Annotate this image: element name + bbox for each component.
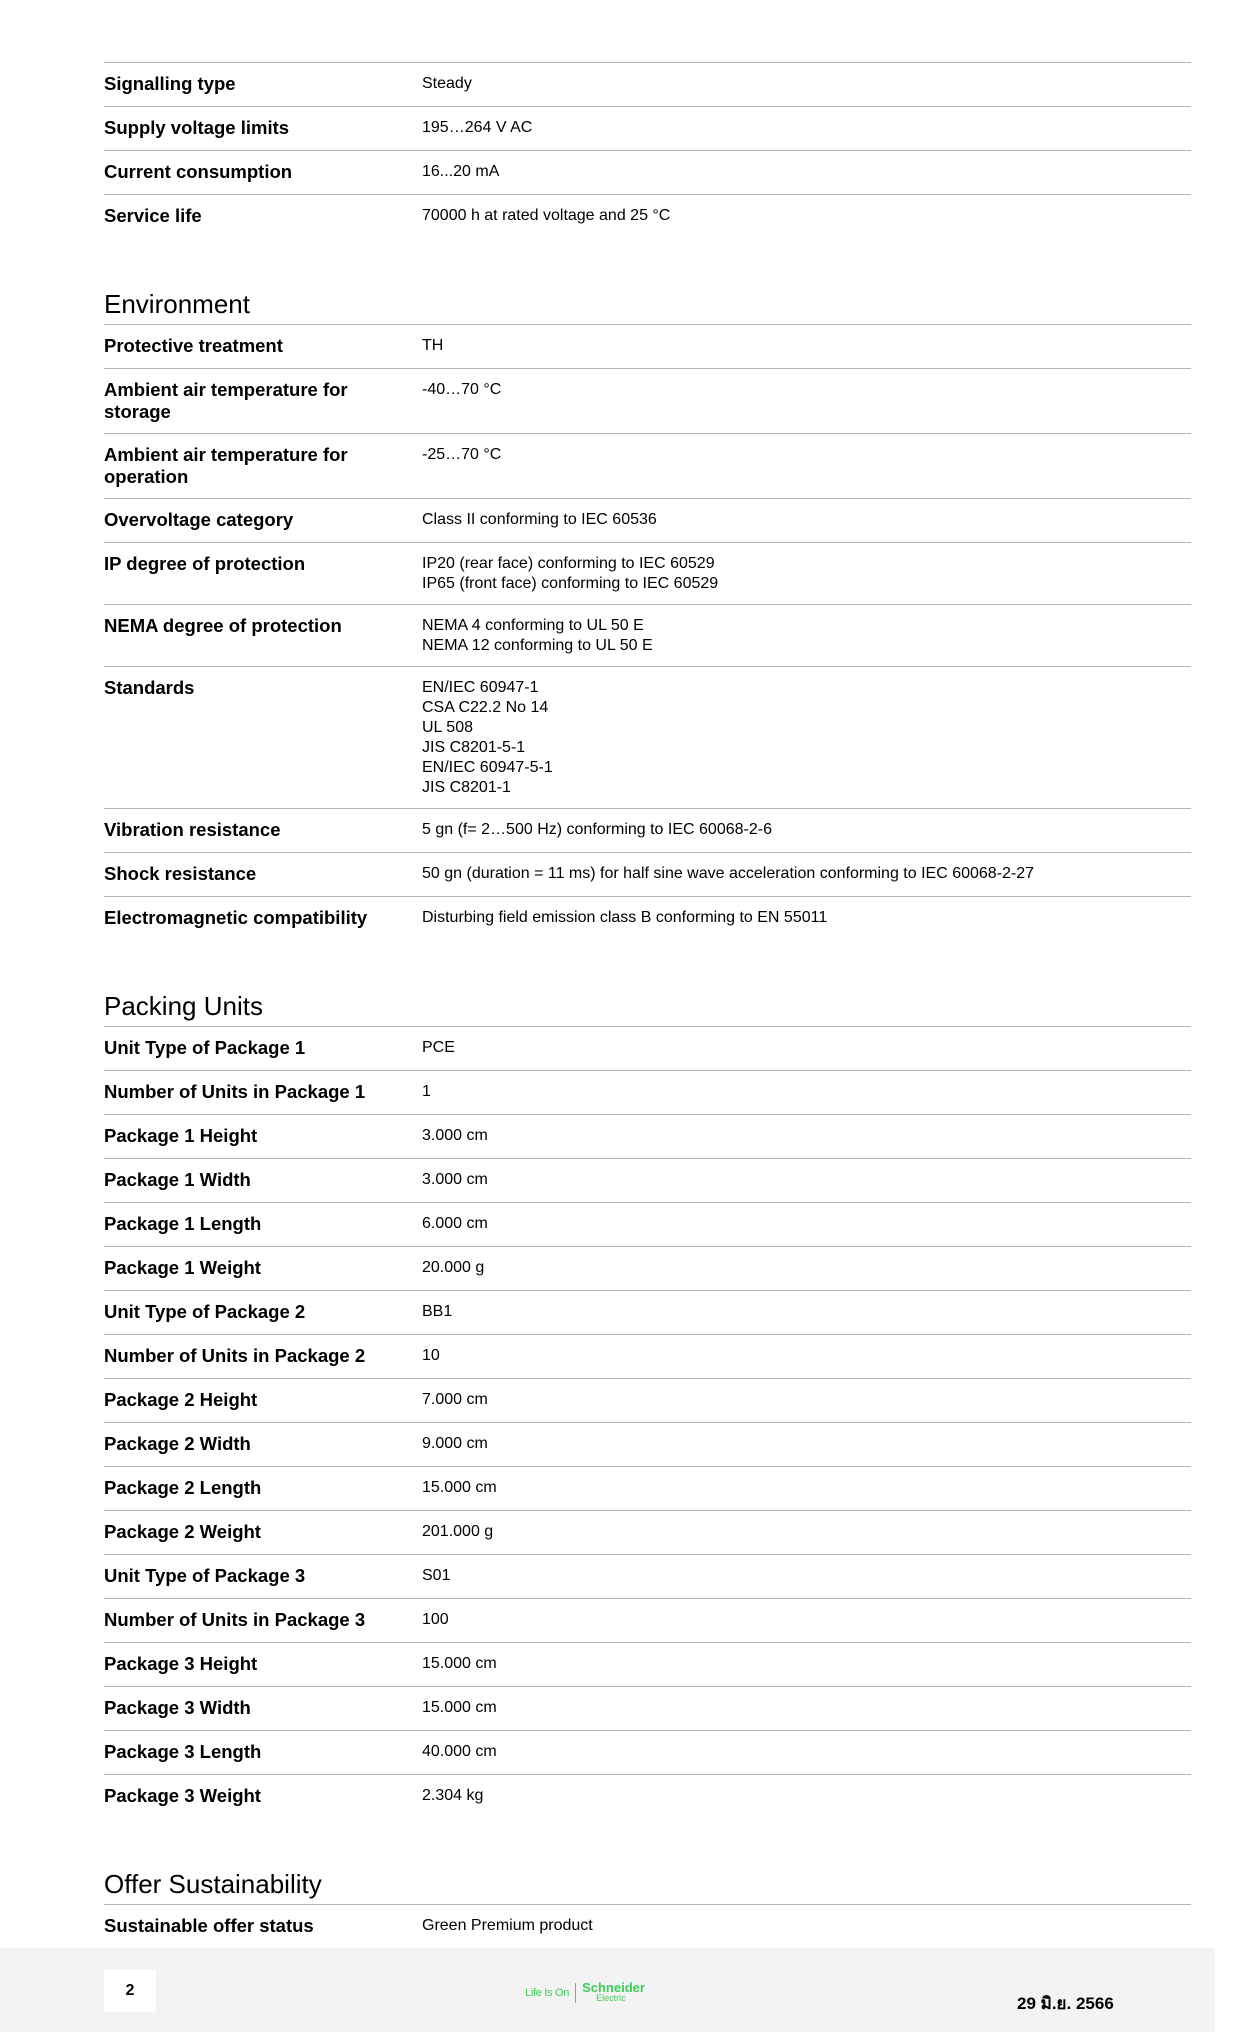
spec-value-line: EN/IEC 60947-5-1 (422, 759, 553, 776)
spec-label: Ambient air temperature for storage (104, 379, 348, 422)
spec-value-line: Class II conforming to IEC 60536 (422, 511, 657, 528)
spec-row (104, 666, 1191, 808)
spec-value-line: 40.000 cm (422, 1743, 497, 1760)
spec-value-line: NEMA 12 conforming to UL 50 E (422, 637, 653, 654)
spec-value (422, 73, 1191, 96)
spec-row (104, 1774, 1191, 1818)
spec-row (104, 1904, 1191, 1948)
spec-value-line: Steady (422, 75, 472, 92)
brand-name (582, 1982, 645, 2004)
spec-value-line: S01 (422, 1567, 451, 1584)
spec-row (104, 896, 1191, 940)
spec-row (104, 852, 1191, 896)
spec-value (422, 1389, 1191, 1412)
spec-value (422, 161, 1191, 184)
spec-value-line: IP20 (rear face) conforming to IEC 60529 (422, 555, 715, 572)
spec-row (104, 1422, 1191, 1466)
spec-row (104, 542, 1191, 604)
schneider-logo (525, 1982, 645, 2004)
spec-value-line: 2.304 kg (422, 1787, 484, 1804)
spec-value-line: 3.000 cm (422, 1171, 488, 1188)
spec-row (104, 1730, 1191, 1774)
spec-value-line: 15.000 cm (422, 1699, 497, 1716)
spec-row (104, 1554, 1191, 1598)
spec-row (104, 604, 1191, 666)
spec-row (104, 1114, 1191, 1158)
spec-label: Unit Type of Package 2 (104, 1301, 306, 1322)
spec-row (104, 1026, 1191, 1070)
page-number: 2 (104, 1970, 156, 2012)
spec-value-line: BB1 (422, 1303, 453, 1320)
spec-label: NEMA degree of protection (104, 615, 342, 636)
spec-value (422, 1915, 1191, 1938)
spec-row (104, 498, 1191, 542)
spec-value (422, 444, 1191, 488)
spec-row (104, 1510, 1191, 1554)
spec-label: Overvoltage category (104, 509, 294, 530)
spec-value (422, 615, 1191, 656)
spec-value-line: 1 (422, 1083, 431, 1100)
spec-value (422, 379, 1191, 423)
spec-value-line: -40…70 °C (422, 381, 502, 398)
spec-label: Service life (104, 205, 202, 226)
spec-label: Standards (104, 677, 195, 698)
spec-label: Current consumption (104, 161, 293, 182)
spec-label: Signalling type (104, 73, 236, 94)
spec-value (422, 1785, 1191, 1808)
spec-value-line: 50 gn (duration = 11 ms) for half sine wave acceleration conforming to IEC 60068-2-27 (422, 865, 1035, 882)
spec-label: IP degree of protection (104, 553, 306, 574)
spec-label: Electromagnetic compatibility (104, 907, 368, 928)
spec-value-line: JIS C8201-1 (422, 779, 511, 796)
spec-label: Package 1 Weight (104, 1257, 261, 1278)
spec-value (422, 907, 1191, 930)
page-footer (0, 1948, 1215, 2032)
spec-value (422, 1433, 1191, 1456)
spec-value-line: 195…264 V AC (422, 119, 533, 136)
datasheet-content (104, 62, 1191, 1948)
spec-label: Protective treatment (104, 335, 283, 356)
spec-value (422, 1125, 1191, 1148)
spec-value-line: 6.000 cm (422, 1215, 488, 1232)
spec-value-line: Green Premium product (422, 1917, 593, 1934)
spec-value (422, 1477, 1191, 1500)
document-date: 29 มิ.ย. 2566 (1017, 1994, 1114, 2013)
spec-value-line: 10 (422, 1347, 440, 1364)
spec-row (104, 1334, 1191, 1378)
spec-label: Package 3 Width (104, 1697, 251, 1718)
spec-value-line: UL 508 (422, 719, 473, 736)
spec-row (104, 808, 1191, 852)
spec-row (104, 1290, 1191, 1334)
spec-row (104, 1070, 1191, 1114)
spec-row (104, 1158, 1191, 1202)
spec-value-line: 3.000 cm (422, 1127, 488, 1144)
section-title: Offer Sustainability (104, 1869, 322, 1899)
spec-value (422, 819, 1191, 842)
spec-value-line: 9.000 cm (422, 1435, 488, 1452)
spec-label: Vibration resistance (104, 819, 281, 840)
spec-label: Package 1 Height (104, 1125, 258, 1146)
spec-value (422, 1169, 1191, 1192)
section-title: Packing Units (104, 991, 263, 1021)
spec-label: Unit Type of Package 1 (104, 1037, 306, 1058)
section-title: Environment (104, 289, 250, 319)
spec-value-line: 7.000 cm (422, 1391, 488, 1408)
spec-row (104, 106, 1191, 150)
spec-value (422, 1257, 1191, 1280)
spec-label: Ambient air temperature for operation (104, 444, 348, 487)
spec-value (422, 509, 1191, 532)
spec-value-line: PCE (422, 1039, 455, 1056)
spec-row (104, 62, 1191, 106)
section (104, 288, 1191, 940)
spec-row (104, 1466, 1191, 1510)
spec-row (104, 368, 1191, 433)
spec-label: Package 2 Length (104, 1477, 262, 1498)
spec-value-line: 15.000 cm (422, 1655, 497, 1672)
spec-value-line: 5 gn (f= 2…500 Hz) conforming to IEC 60068-2-6 (422, 821, 772, 838)
brand-name-main: Schneider (582, 1980, 645, 1995)
spec-value (422, 1345, 1191, 1368)
spec-row (104, 1642, 1191, 1686)
spec-label: Number of Units in Package 1 (104, 1081, 366, 1102)
spec-value-line: 15.000 cm (422, 1479, 497, 1496)
spec-label: Package 3 Length (104, 1741, 262, 1762)
spec-label: Package 1 Width (104, 1169, 251, 1190)
spec-label: Number of Units in Package 3 (104, 1609, 366, 1630)
spec-row (104, 150, 1191, 194)
section (104, 990, 1191, 1818)
spec-value-line: 16...20 mA (422, 163, 500, 180)
spec-label: Supply voltage limits (104, 117, 290, 138)
spec-value-line: IP65 (front face) conforming to IEC 60529 (422, 575, 719, 592)
spec-value (422, 553, 1191, 594)
spec-value (422, 1037, 1191, 1060)
spec-label: Package 3 Weight (104, 1785, 261, 1806)
spec-value (422, 335, 1191, 358)
spec-value (422, 1081, 1191, 1104)
spec-value (422, 1521, 1191, 1544)
spec-value (422, 1741, 1191, 1764)
spec-label: Package 3 Height (104, 1653, 258, 1674)
spec-value-line: JIS C8201-5-1 (422, 739, 526, 756)
spec-row (104, 1202, 1191, 1246)
spec-value (422, 1301, 1191, 1324)
spec-value (422, 677, 1191, 798)
spec-label: Sustainable offer status (104, 1915, 314, 1936)
spec-value (422, 205, 1191, 228)
spec-value (422, 1213, 1191, 1236)
spec-label: Package 2 Width (104, 1433, 251, 1454)
spec-row (104, 1598, 1191, 1642)
spec-row (104, 1246, 1191, 1290)
spec-value (422, 1697, 1191, 1720)
spec-row (104, 1686, 1191, 1730)
section (104, 1868, 1191, 1948)
spec-value-line: TH (422, 337, 444, 354)
spec-row (104, 1378, 1191, 1422)
logo-divider (575, 1983, 576, 2003)
spec-label: Package 2 Height (104, 1389, 258, 1410)
spec-value (422, 1609, 1191, 1632)
section (104, 62, 1191, 238)
spec-label: Package 2 Weight (104, 1521, 261, 1542)
spec-value-line: NEMA 4 conforming to UL 50 E (422, 617, 644, 634)
spec-row (104, 324, 1191, 368)
spec-value-line: EN/IEC 60947-1 (422, 679, 539, 696)
spec-label: Unit Type of Package 3 (104, 1565, 306, 1586)
spec-value-line: 20.000 g (422, 1259, 485, 1276)
spec-label: Package 1 Length (104, 1213, 262, 1234)
spec-value-line: 70000 h at rated voltage and 25 °C (422, 207, 671, 224)
spec-value (422, 117, 1191, 140)
spec-label: Number of Units in Package 2 (104, 1345, 366, 1366)
spec-label: Shock resistance (104, 863, 257, 884)
spec-value-line: CSA C22.2 No 14 (422, 699, 549, 716)
spec-value (422, 1565, 1191, 1588)
spec-value-line: 201.000 g (422, 1523, 494, 1540)
spec-value (422, 1653, 1191, 1676)
spec-row (104, 194, 1191, 238)
spec-value-line: 100 (422, 1611, 449, 1628)
brand-name-sub: Electric (596, 1993, 626, 2003)
spec-value-line: Disturbing field emission class B conforming to EN 55011 (422, 909, 828, 926)
spec-row (104, 433, 1191, 498)
brand-tagline: Life Is On (525, 1987, 570, 1999)
spec-value-line: -25…70 °C (422, 446, 502, 463)
spec-value (422, 863, 1191, 886)
